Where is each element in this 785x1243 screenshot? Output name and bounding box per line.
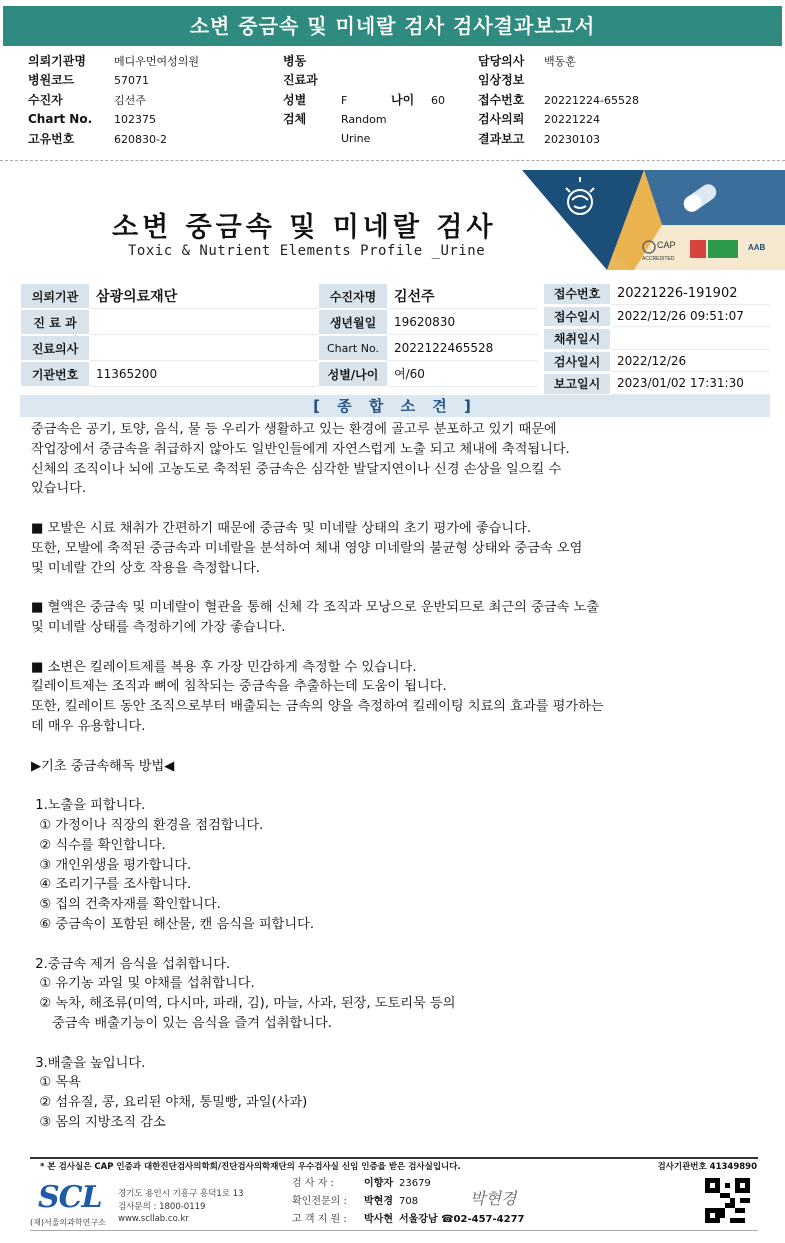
header-row <box>28 91 264 110</box>
body-line: ■ 모발은 시료 채취가 간편하기 때문에 중금속 및 미네랄 상태의 초기 평가에 좋습니다. <box>31 520 532 536</box>
header-row <box>283 52 481 71</box>
report-subtitle: Toxic & Nutrient Elements Profile _Urine <box>128 243 486 259</box>
body-line: 및 미네랄 간의 상호 작용을 측정합니다. <box>31 560 260 576</box>
blank-line <box>31 935 731 955</box>
body-line: ② 식수를 확인합니다. <box>31 837 166 853</box>
header-value: 102375 <box>114 113 156 127</box>
header-row <box>283 71 481 90</box>
footer-rule <box>30 1157 758 1159</box>
header-row <box>283 91 481 110</box>
header-label: 임상정보 <box>478 73 525 88</box>
header-value: 57071 <box>114 74 149 88</box>
signature: 박현경 <box>470 1189 517 1208</box>
body-line: ④ 조리기구를 조사합니다. <box>31 877 192 893</box>
header-label: 접수번호 <box>478 92 525 107</box>
header-row <box>478 71 664 90</box>
info-label: 수진자명 <box>318 283 388 309</box>
body-line: 신체의 조직이나 뇌에 고농도로 축적된 중금속은 심각한 발달지연이나 신경 손상을 일으킬 수 <box>31 461 562 477</box>
body-line: ⑥ 중금속이 포함된 해산물, 캔 음식을 피합니다. <box>31 916 315 932</box>
info-label: 의뢰기관 <box>20 283 90 309</box>
info-value <box>90 309 318 335</box>
accreditation-logo-green <box>708 240 738 258</box>
body-line: 1.노출을 피합니다. <box>31 798 146 814</box>
header-row <box>478 110 664 129</box>
body-line: 3.배출을 높입니다. <box>31 1055 146 1071</box>
staff-name: 박사현 <box>364 1214 393 1225</box>
header-label: 성별 <box>283 92 307 107</box>
lab-number: 검사기관번호 41349890 <box>657 1162 757 1172</box>
blank-line <box>31 737 731 757</box>
inquiry-phone: 검사문의 : 1800-0119 <box>118 1201 206 1212</box>
scl-logo-subtitle: (재)서울의과학연구소 <box>30 1218 106 1227</box>
body-line: 작업장에서 중금속을 취급하지 않아도 일반인들에게 자연스럽게 노출 되고 체내에 축적됩니다. <box>31 441 570 457</box>
info-row <box>543 328 770 350</box>
body-line: 있습니다. <box>31 481 87 497</box>
body-line: ■ 소변은 킬레이트제를 복용 후 가장 민감하게 측정할 수 있습니다. <box>31 659 417 675</box>
info-label: Chart No. <box>318 335 388 361</box>
staff-name: 박현경 <box>364 1196 393 1207</box>
info-label: 진 료 과 <box>20 309 90 335</box>
body-line: ① 목욕 <box>31 1075 81 1091</box>
qr-code-icon <box>705 1178 750 1223</box>
info-label: 기관번호 <box>20 361 90 387</box>
staff-number: 708 <box>398 1196 419 1207</box>
header-row <box>28 130 264 149</box>
info-label: 보고일시 <box>543 373 611 395</box>
report-header-bar: 소변 중금속 및 미네랄 검사 검사결과보고서 <box>3 6 782 46</box>
report-title: 소변 중금속 및 미네랄 검사 <box>112 212 497 243</box>
address-line: 경기도 용인시 기흥구 흥덕1로 13 <box>118 1189 244 1199</box>
info-row <box>543 351 770 373</box>
body-line: ① 가정이나 직장의 환경을 점검합니다. <box>31 817 264 833</box>
separator <box>0 160 785 168</box>
header-label: 수진자 <box>28 92 63 107</box>
header-row <box>478 52 664 71</box>
footer-note: * 본 검사실은 CAP 인증과 대한진단검사의학회/진단검사의학재단의 우수검사실 신임 인증을 받은 검사실입니다. <box>40 1162 461 1172</box>
info-value <box>611 328 770 350</box>
specimen-info-table <box>543 283 770 396</box>
summary-heading: [ 종 합 소 견 ] <box>20 395 770 417</box>
staff-name: 이향자 <box>364 1178 393 1189</box>
blank-line <box>31 578 731 598</box>
blank-line <box>31 1034 731 1054</box>
header-label: 의뢰기관명 <box>28 54 86 68</box>
info-value: 20221226-191902 <box>611 283 770 305</box>
info-value: 2022/12/26 09:51:07 <box>611 306 770 328</box>
info-label: 성별/나이 <box>318 361 388 387</box>
body-line: ▶기초 중금속해독 방법◀ <box>31 758 175 774</box>
header-value: 620830-2 <box>114 132 167 146</box>
info-label: 접수일시 <box>543 306 611 328</box>
staff-label: 확인전문의 : <box>292 1196 347 1207</box>
header-col-3 <box>478 52 664 149</box>
body-line: ② 섬유질, 콩, 요리된 야채, 통밀빵, 과일(사과) <box>31 1095 308 1111</box>
scl-logo: SCL <box>38 1180 102 1215</box>
blank-line <box>31 776 731 796</box>
info-value: 김선주 <box>388 283 538 309</box>
body-line: ③ 몸의 지방조직 감소 <box>31 1114 166 1130</box>
header-value: 60 <box>431 93 445 107</box>
body-line: ⑤ 집의 건축자재를 확인합니다. <box>31 897 221 913</box>
info-label: 채취일시 <box>543 328 611 350</box>
header-value: 백동훈 <box>544 55 576 68</box>
staff-label: 고 객 지 원 : <box>292 1214 347 1225</box>
lab-address <box>118 1188 244 1226</box>
body-line: 2.중금속 제거 음식을 섭취합니다. <box>31 956 231 972</box>
bottom-rule <box>30 1230 758 1231</box>
body-line: 데 매우 유용합니다. <box>31 718 146 734</box>
info-row <box>543 283 770 305</box>
header-label: 검체 <box>283 112 307 127</box>
header-label: 검사의뢰 <box>478 112 525 127</box>
header-label: 병동 <box>283 54 307 68</box>
header-row <box>28 71 264 90</box>
info-label: 검사일시 <box>543 351 611 373</box>
header-label: 병원코드 <box>28 73 75 88</box>
header-row <box>478 91 664 110</box>
header-row <box>478 130 664 149</box>
header-label: 담당의사 <box>478 54 525 68</box>
body-line: ■ 혈액은 중금속 및 미네랄이 혈관을 통해 신체 각 조직과 모낭으로 운반되므로 최근의 중금속 노출 <box>31 600 599 616</box>
info-label: 접수번호 <box>543 283 611 305</box>
info-value <box>90 335 318 361</box>
header-value <box>341 71 391 90</box>
header-col-1 <box>28 52 264 149</box>
header-value: F <box>341 93 348 107</box>
info-value: 19620830 <box>388 309 538 335</box>
info-value: 여/60 <box>388 361 538 387</box>
info-value: 2022/12/26 <box>611 351 770 373</box>
staff-number: 서울강남 ☎02-457-4277 <box>398 1214 525 1225</box>
header-value: 20221224-65528 <box>544 93 639 107</box>
summary-body <box>31 420 731 1133</box>
header-value <box>544 71 664 90</box>
header-value: 메디우먼여성의원 <box>114 55 200 68</box>
header-label: 결과보고 <box>478 131 525 146</box>
body-line: ② 녹차, 해조류(미역, 다시마, 파래, 김), 마늘, 사과, 된장, 도토리묵 등의 <box>31 996 456 1012</box>
header-value <box>341 52 391 71</box>
header-value: Random Urine <box>341 113 387 146</box>
body-line: ③ 개인위생을 평가합니다. <box>31 857 192 873</box>
header-col-2 <box>283 52 481 146</box>
blank-line <box>31 638 731 658</box>
body-line: ① 유기농 과일 및 야채를 섭취합니다. <box>31 976 255 992</box>
svg-text:CAP: CAP <box>657 240 676 250</box>
header-label: 진료과 <box>283 73 318 88</box>
header-label: 고유번호 <box>28 131 75 146</box>
header-value: 20221224 <box>544 113 600 127</box>
info-row <box>543 306 770 328</box>
header-label: 나이 <box>391 92 415 107</box>
info-value: 삼광의료재단 <box>90 283 318 309</box>
body-line: 및 미네랄 상태를 측정하기에 가장 좋습니다. <box>31 619 286 635</box>
info-label: 진료의사 <box>20 335 90 361</box>
svg-text:ACCREDITED: ACCREDITED <box>642 256 675 262</box>
info-value: 2023/01/02 17:31:30 <box>611 373 770 395</box>
website-link[interactable]: www.scllab.co.kr <box>118 1214 189 1224</box>
staff-number: 23679 <box>398 1178 431 1189</box>
header-label: Chart No. <box>28 112 93 127</box>
staff-row <box>292 1211 525 1229</box>
body-line: 또한, 모발에 축적된 중금속과 미네랄을 분석하여 체내 영양 미네랄의 불균형 상태와 중금속 오염 <box>31 540 583 556</box>
info-row <box>543 373 770 395</box>
body-line: 또한, 킬레이트 동안 조직으로부터 배출되는 금속의 양을 측정하여 킬레이팅 치료의 효과를 평가하는 <box>31 699 604 715</box>
header-value: 김선주 <box>114 93 146 107</box>
blank-line <box>31 499 731 519</box>
info-label: 생년월일 <box>318 309 388 335</box>
header-row <box>283 110 481 146</box>
aab-badge: AAB <box>748 243 766 252</box>
accreditation-logo-red <box>690 240 706 258</box>
header-row <box>28 110 264 129</box>
header-row <box>28 52 264 71</box>
header-value: 20230103 <box>544 132 600 146</box>
staff-label: 검 사 자 : <box>292 1178 334 1189</box>
info-value: 2022122465528 <box>388 335 538 361</box>
info-value: 11365200 <box>90 361 318 387</box>
body-line: 중금속 배출기능이 있는 음식을 즐겨 섭취합니다. <box>31 1015 332 1031</box>
header-banner-graphic <box>522 170 785 270</box>
body-line: 킬레이트제는 조직과 뼈에 침착되는 중금속을 추출하는데 도움이 됩니다. <box>31 679 447 695</box>
body-line: 중금속은 공기, 토양, 음식, 물 등 우리가 생활하고 있는 환경에 골고루 분포하고 있기 때문에 <box>31 422 557 437</box>
